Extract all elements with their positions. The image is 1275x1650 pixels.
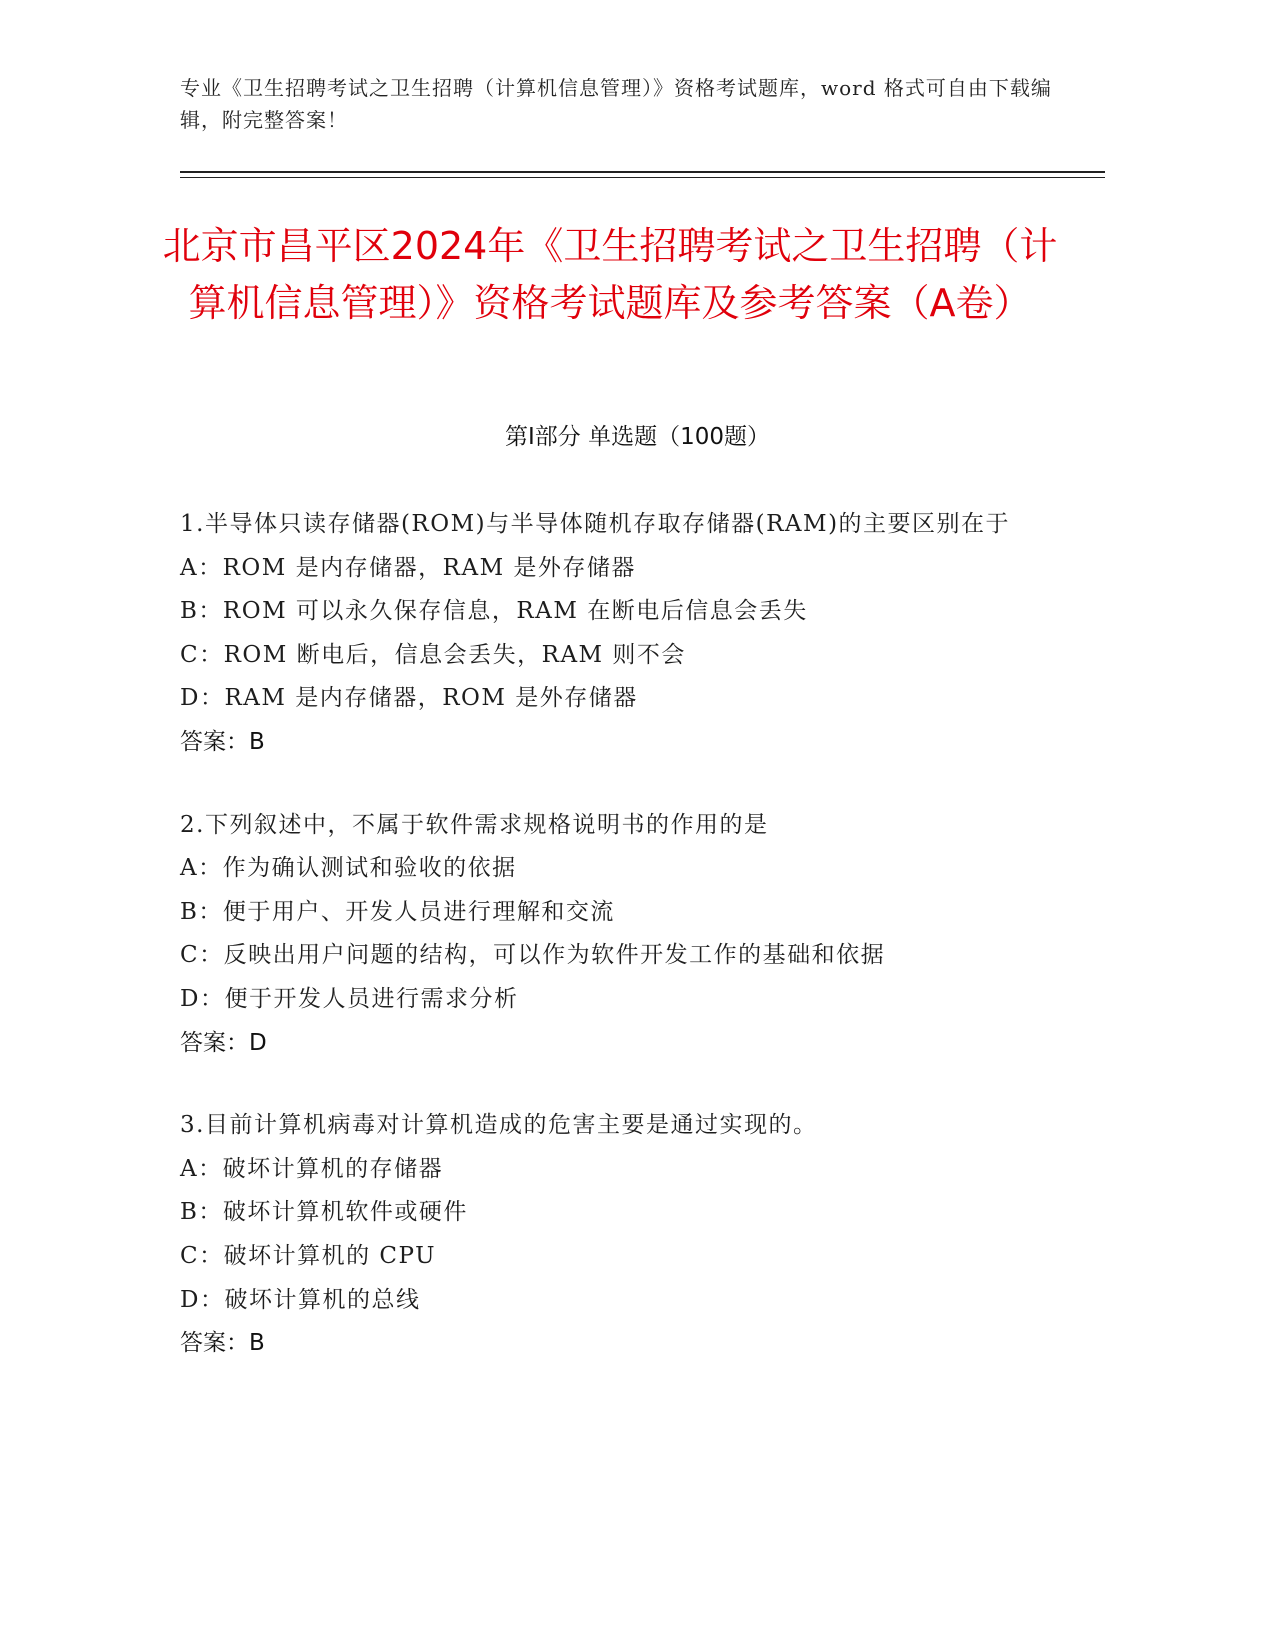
option-d: D：便于开发人员进行需求分析 [180, 985, 519, 1012]
option-c: C：破坏计算机的 CPU [180, 1242, 436, 1269]
question-item [180, 804, 1060, 1066]
header-divider-thin [180, 177, 1105, 178]
question-item [180, 1104, 1060, 1366]
question-stem: 2.下列叙述中，不属于软件需求规格说明书的作用的是 [180, 811, 769, 838]
option-a: A：作为确认测试和验收的依据 [180, 855, 517, 882]
question-item [180, 503, 1060, 765]
option-a: A：破坏计算机的存储器 [180, 1155, 444, 1182]
answer-label: 答案：B [180, 728, 265, 755]
header-note: 专业《卫生招聘考试之卫生招聘（计算机信息管理）》资格考试题库，word 格式可自由下载编辑，附完整答案！ [180, 76, 1052, 132]
header-divider-thick [180, 171, 1105, 173]
option-c: C：反映出用户问题的结构，可以作为软件开发工作的基础和依据 [180, 942, 886, 969]
question-stem: 3.目前计算机病毒对计算机造成的危害主要是通过实现的。 [180, 1112, 818, 1139]
option-a: A：ROM 是内存储器，RAM 是外存储器 [180, 554, 636, 581]
answer-label: 答案：B [180, 1330, 265, 1357]
document-title: 北京市昌平区2024年《卫生招聘考试之卫生招聘（计算机信息管理）》资格考试题库及参考答案（A卷） [162, 224, 1058, 325]
option-b: B：ROM 可以永久保存信息，RAM 在断电后信息会丢失 [180, 598, 808, 625]
section-title: 第Ⅰ部分 单选题（100题） [505, 424, 770, 450]
answer-label: 答案：D [180, 1029, 267, 1056]
option-c: C：ROM 断电后，信息会丢失，RAM 则不会 [180, 641, 686, 668]
question-stem: 1.半导体只读存储器(ROM)与半导体随机存取存储器(RAM)的主要区别在于 [180, 511, 1011, 537]
option-d: D：RAM 是内存储器，ROM 是外存储器 [180, 685, 638, 712]
option-b: B：破坏计算机软件或硬件 [180, 1199, 468, 1226]
option-d: D：破坏计算机的总线 [180, 1286, 421, 1313]
option-b: B：便于用户、开发人员进行理解和交流 [180, 898, 615, 925]
question-list [180, 503, 1060, 1405]
